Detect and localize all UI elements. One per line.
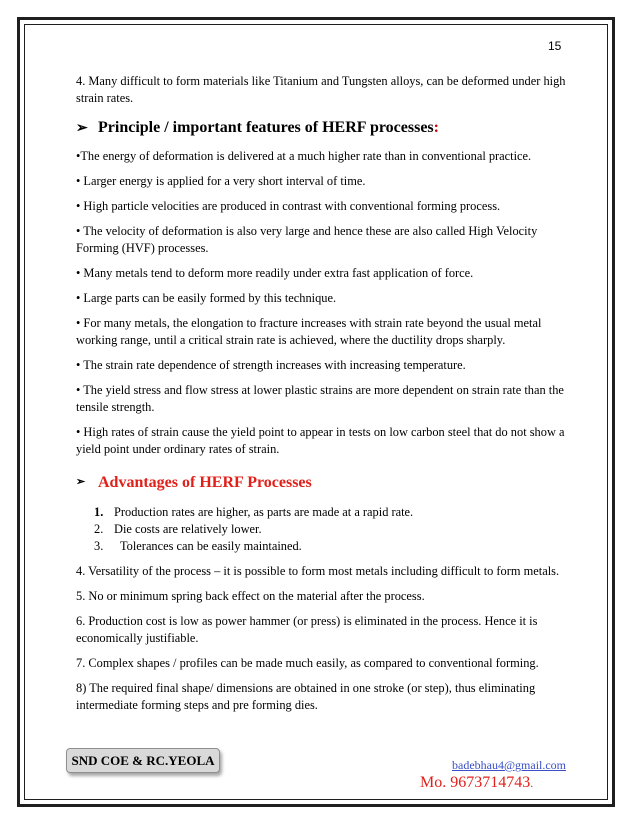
- principle-point: • The strain rate dependence of strength increases with increasing temperature.: [76, 358, 466, 372]
- advantages-numbered-list: [76, 504, 572, 555]
- principle-heading-text: Principle / important features of HERF processes: [98, 119, 434, 136]
- intro-paragraph: 4. Many difficult to form materials like Titanium and Tungsten alloys, can be deformed under high strain rates.: [76, 74, 566, 105]
- arrow-bullet-icon: ➢: [76, 121, 88, 136]
- list-item-text: Tolerances can be easily maintained.: [114, 539, 302, 553]
- list-item-number: 3.: [94, 539, 104, 553]
- list-item-number: 2.: [94, 522, 104, 536]
- principle-point: • High rates of strain cause the yield point to appear in tests on low carbon steel that do not show a yield point under ordinary rates of strain.: [76, 425, 565, 456]
- principle-heading: [76, 118, 572, 139]
- phone-number-suffix: .: [530, 776, 534, 790]
- document-body: [76, 73, 572, 714]
- advantage-paragraph: 7. Complex shapes / profiles can be made much easily, as compared to conventional forming.: [76, 656, 539, 670]
- principle-point: • Large parts can be easily formed by this technique.: [76, 291, 337, 305]
- principle-point: • The velocity of deformation is also very large and hence these are also called High Velocity Forming (HVF) processes.: [76, 224, 538, 255]
- advantages-heading: [76, 472, 572, 493]
- principle-point: • High particle velocities are produced in contrast with conventional forming process.: [76, 199, 501, 213]
- list-item-number: 1.: [94, 505, 104, 519]
- advantage-paragraph: 5. No or minimum spring back effect on the material after the process.: [76, 589, 425, 603]
- principle-heading-colon: :: [433, 119, 439, 136]
- principle-point: • The yield stress and flow stress at lower plastic strains are more dependent on strain rate than the tensile strength.: [76, 383, 564, 414]
- advantages-heading-text: Advantages of HERF Processes: [98, 474, 312, 491]
- list-item-text: Die costs are relatively lower.: [114, 522, 262, 536]
- advantage-paragraph: 6. Production cost is low as power hammer (or press) is eliminated in the process. Hence it is economically justifiable.: [76, 614, 538, 645]
- principle-point: •The energy of deformation is delivered at a much higher rate than in conventional practice.: [76, 149, 532, 163]
- phone-number: [420, 774, 533, 792]
- principle-point: • Larger energy is applied for a very short interval of time.: [76, 174, 366, 188]
- principle-point: • Many metals tend to deform more readily under extra fast application of force.: [76, 266, 474, 280]
- advantage-paragraph: 8) The required final shape/ dimensions are obtained in one stroke (or step), thus eliminating intermediate forming steps and pre forming dies.: [76, 681, 536, 712]
- institution-label: SND COE & RC.YEOLA: [66, 748, 220, 773]
- list-item-text: Production rates are higher, as parts are made at a rapid rate.: [114, 505, 414, 519]
- advantage-paragraph: 4. Versatility of the process – it is possible to form most metals including difficult to form metals.: [76, 564, 560, 578]
- list-item: [94, 504, 572, 521]
- list-item: [94, 521, 572, 538]
- list-item: [94, 538, 572, 555]
- principle-point: • For many metals, the elongation to fracture increases with strain rate beyond the usual metal working range, until a critical strain rate is achieved, where the ductility drops sharply.: [76, 316, 542, 347]
- page-number: 15: [548, 39, 562, 53]
- phone-number-text: Mo. 9673714743: [420, 774, 531, 791]
- arrow-bullet-icon: ➢: [76, 476, 86, 488]
- email-link[interactable]: badebhau4@gmail.com: [452, 758, 567, 772]
